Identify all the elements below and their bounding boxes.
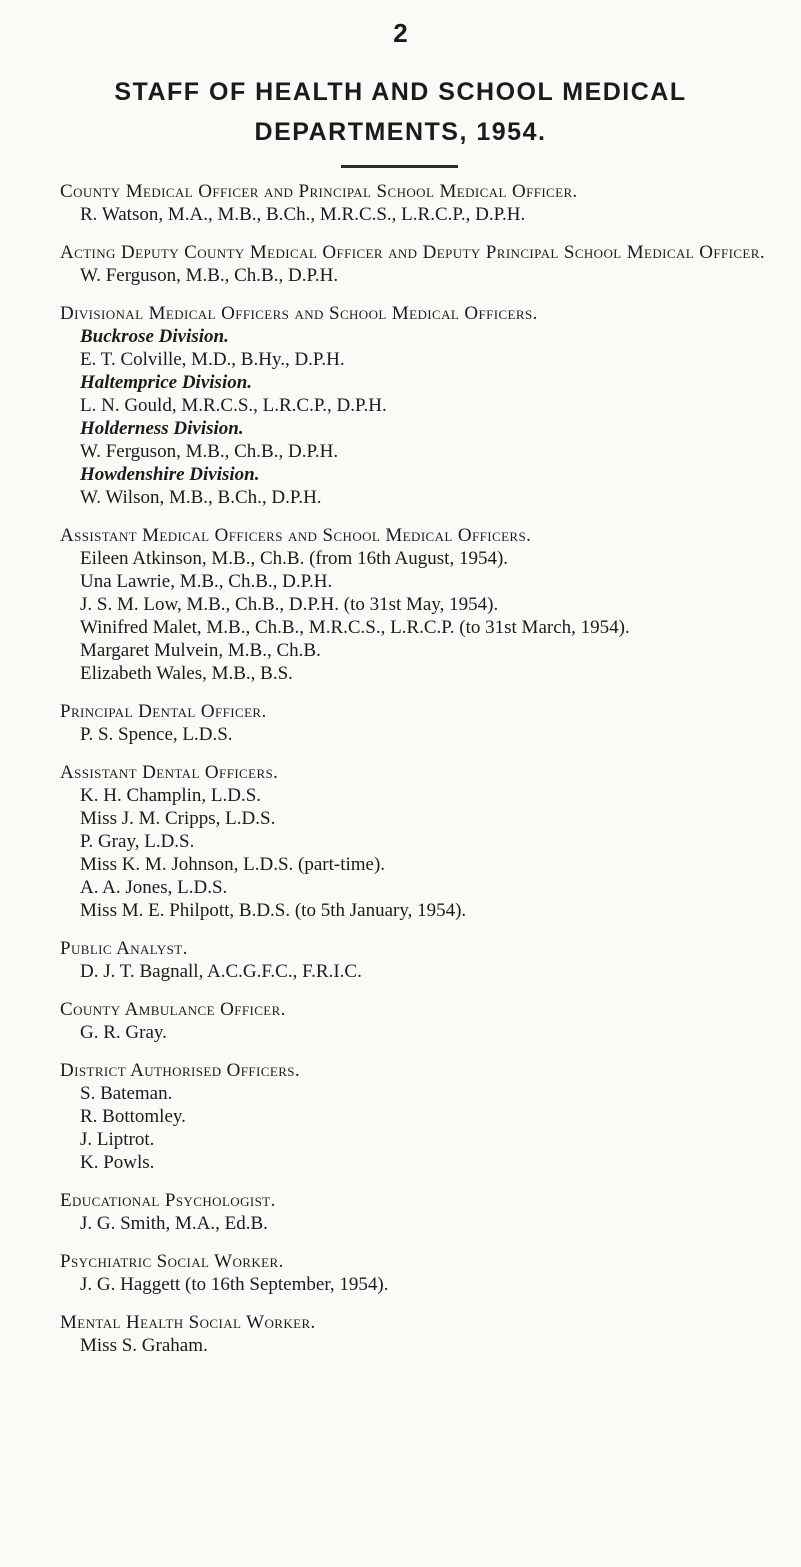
staff-name: J. G. Smith, M.A., Ed.B.	[80, 1213, 268, 1234]
section-assistant-medical	[60, 524, 795, 685]
section-heading: District Authorised Officers.	[60, 1060, 301, 1081]
staff-name: L. N. Gould, M.R.C.S., L.R.C.P., D.P.H.	[80, 395, 387, 416]
staff-name: A. A. Jones, L.D.S.	[80, 877, 228, 898]
section-heading: County Ambulance Officer.	[60, 999, 286, 1020]
section-heading: Acting Deputy County Medical Officer and Deputy Principal School Medical Officer.	[60, 242, 765, 263]
section-acting-deputy	[60, 241, 795, 287]
staff-name: Elizabeth Wales, M.B., B.S.	[80, 663, 293, 684]
title-line-1: STAFF OF HEALTH AND SCHOOL MEDICAL	[114, 78, 687, 106]
section-heading: Assistant Dental Officers.	[60, 762, 279, 783]
section-divisional-officers	[60, 302, 795, 509]
staff-name: W. Wilson, M.B., B.Ch., D.P.H.	[80, 487, 322, 508]
staff-name: W. Ferguson, M.B., Ch.B., D.P.H.	[80, 265, 339, 286]
staff-name: G. R. Gray.	[80, 1022, 167, 1043]
section-county-medical-officer	[60, 180, 795, 226]
staff-name: Miss S. Graham.	[80, 1335, 208, 1356]
section-heading: Principal Dental Officer.	[60, 701, 267, 722]
section-heading: Psychiatric Social Worker.	[60, 1251, 284, 1272]
section-psychiatric-worker	[60, 1250, 795, 1296]
staff-name: J. G. Haggett (to 16th September, 1954).	[80, 1274, 389, 1295]
section-assistant-dental	[60, 761, 795, 922]
staff-name: W. Ferguson, M.B., Ch.B., D.P.H.	[80, 441, 339, 462]
section-ambulance-officer	[60, 998, 795, 1044]
section-heading: County Medical Officer and Principal School Medical Officer.	[60, 181, 578, 202]
section-heading: Public Analyst.	[60, 938, 188, 959]
division-heading: Haltemprice Division.	[80, 372, 253, 393]
section-mental-health-worker	[60, 1311, 795, 1357]
staff-name: Winifred Malet, M.B., Ch.B., M.R.C.S., L.R.C.P. (to 31st March, 1954).	[80, 617, 630, 638]
section-heading: Educational Psychologist.	[60, 1190, 276, 1211]
staff-name: D. J. T. Bagnall, A.C.G.F.C., F.R.I.C.	[80, 961, 362, 982]
staff-name: Eileen Atkinson, M.B., Ch.B. (from 16th August, 1954).	[80, 548, 509, 569]
division-heading: Buckrose Division.	[80, 326, 229, 347]
division-heading: Holderness Division.	[80, 418, 244, 439]
staff-name: R. Bottomley.	[80, 1106, 186, 1127]
staff-name: J. S. M. Low, M.B., Ch.B., D.P.H. (to 31st May, 1954).	[80, 594, 499, 615]
staff-name: K. Powls.	[80, 1152, 155, 1173]
staff-name: Una Lawrie, M.B., Ch.B., D.P.H.	[80, 571, 333, 592]
staff-name: J. Liptrot.	[80, 1129, 155, 1150]
section-public-analyst	[60, 937, 795, 983]
staff-name: E. T. Colville, M.D., B.Hy., D.P.H.	[80, 349, 345, 370]
section-heading: Divisional Medical Officers and School Medical Officers.	[60, 303, 538, 324]
title-line-2: DEPARTMENTS, 1954.	[254, 118, 547, 146]
staff-name: P. Gray, L.D.S.	[80, 831, 195, 852]
staff-name: K. H. Champlin, L.D.S.	[80, 785, 262, 806]
staff-name: R. Watson, M.A., M.B., B.Ch., M.R.C.S., L.R.C.P., D.P.H.	[80, 204, 526, 225]
division-heading: Howdenshire Division.	[80, 464, 260, 485]
staff-name: Margaret Mulvein, M.B., Ch.B.	[80, 640, 321, 661]
section-psychologist	[60, 1189, 795, 1235]
section-heading: Mental Health Social Worker.	[60, 1312, 316, 1333]
staff-name: Miss K. M. Johnson, L.D.S. (part-time).	[80, 854, 386, 875]
section-heading: Assistant Medical Officers and School Medical Officers.	[60, 525, 532, 546]
staff-list	[60, 180, 795, 1372]
document-title	[0, 72, 801, 152]
page-number: 2	[393, 18, 408, 48]
staff-name: Miss J. M. Cripps, L.D.S.	[80, 808, 276, 829]
title-divider	[341, 165, 458, 168]
section-district-officers	[60, 1059, 795, 1174]
staff-name: S. Bateman.	[80, 1083, 173, 1104]
staff-name: Miss M. E. Philpott, B.D.S. (to 5th January, 1954).	[80, 900, 467, 921]
staff-name: P. S. Spence, L.D.S.	[80, 724, 233, 745]
section-principal-dental	[60, 700, 795, 746]
